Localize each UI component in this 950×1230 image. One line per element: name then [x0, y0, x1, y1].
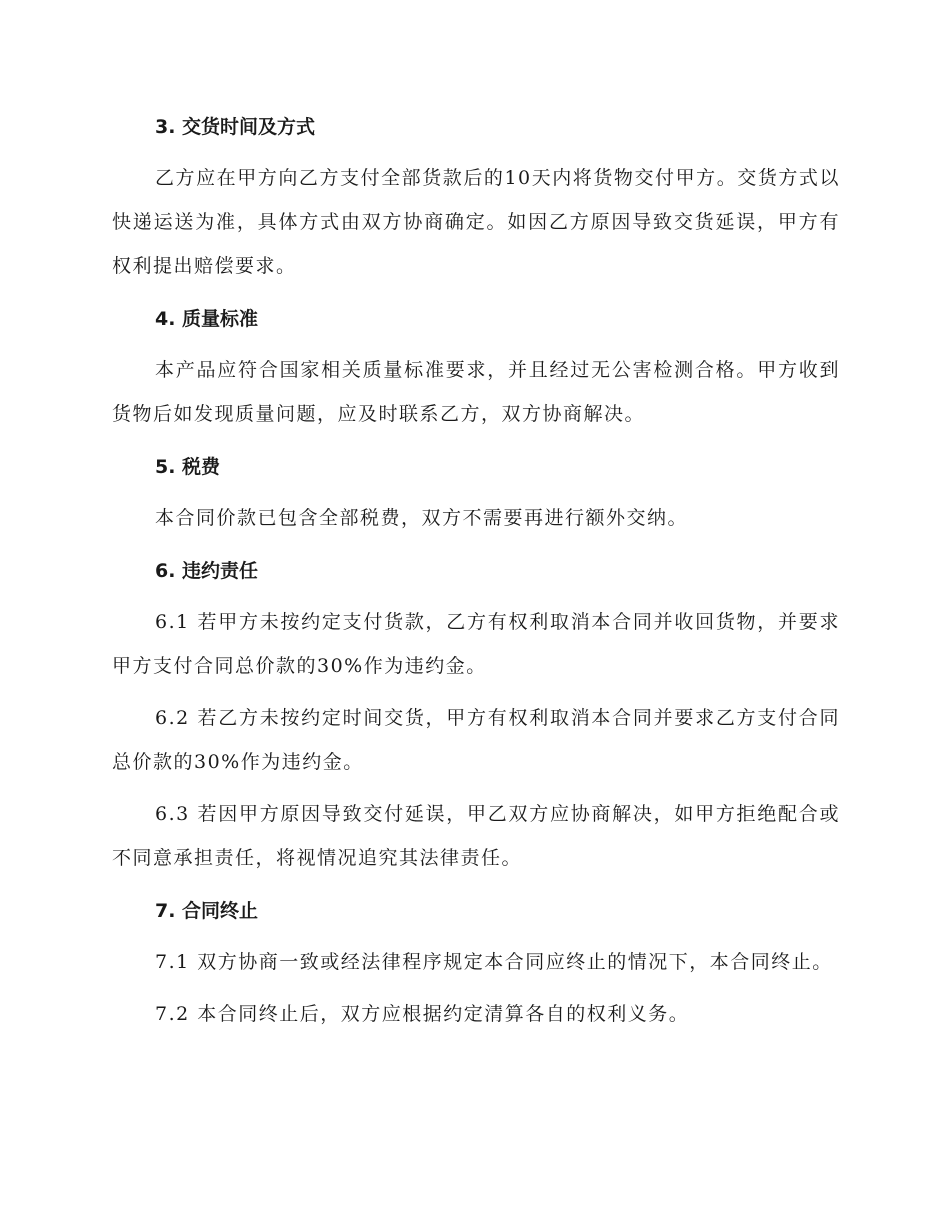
paragraph-delivery: 乙方应在甲方向乙方支付全部货款后的10天内将货物交付甲方。交货方式以快递运送为准，具体方式由双方协商确定。如因乙方原因导致交货延误，甲方有权利提出赔偿要求。	[112, 167, 840, 277]
paragraph-quality: 本产品应符合国家相关质量标准要求，并且经过无公害检测合格。甲方收到货物后如发现质量问题，应及时联系乙方，双方协商解决。	[112, 359, 840, 425]
paragraph-liability-6-2: 6.2 若乙方未按约定时间交货，甲方有权利取消本合同并要求乙方支付合同总价款的30%作为违约金。	[112, 707, 840, 773]
section-heading-quality: 4. 质量标准	[155, 308, 259, 330]
paragraph-liability-6-1: 6.1 若甲方未按约定支付货款，乙方有权利取消本合同并收回货物，并要求甲方支付合同总价款的30%作为违约金。	[112, 611, 840, 677]
paragraph-termination-7-2: 7.2 本合同终止后，双方应根据约定清算各自的权利义务。	[155, 1003, 690, 1025]
paragraph-tax: 本合同价款已包含全部税费，双方不需要再进行额外交纳。	[155, 507, 689, 529]
paragraph-liability-6-3: 6.3 若因甲方原因导致交付延误，甲乙双方应协商解决，如甲方拒绝配合或不同意承担责任，将视情况追究其法律责任。	[112, 803, 840, 869]
section-heading-tax: 5. 税费	[155, 456, 221, 478]
section-heading-delivery: 3. 交货时间及方式	[155, 116, 316, 138]
section-heading-liability: 6. 违约责任	[155, 560, 259, 582]
document-page	[112, 104, 840, 1036]
paragraph-termination-7-1: 7.1 双方协商一致或经法律程序规定本合同应终止的情况下，本合同终止。	[155, 951, 833, 973]
section-heading-termination: 7. 合同终止	[155, 900, 259, 922]
